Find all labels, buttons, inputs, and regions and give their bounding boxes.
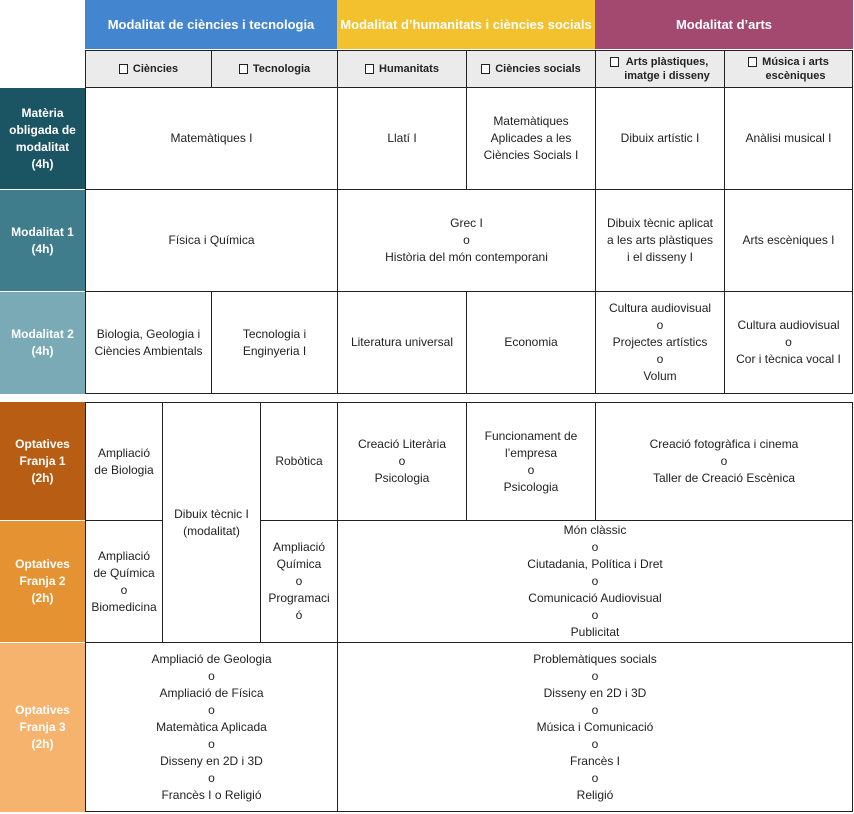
subject-ciencies-socials[interactable] <box>466 50 595 88</box>
cell-mandatory-socials: Matemàtiques Aplicades a les Ciències Socials I <box>466 88 595 190</box>
cell-optional1-socials: Funcionament de l’empresa o Psicologia <box>466 402 595 521</box>
cell-optional2-ampliacio: Ampliació Química o Programaci ó <box>260 521 337 643</box>
subject-label: Ciències <box>132 63 179 75</box>
cell-modality2-humanitats: Literatura universal <box>337 292 466 394</box>
row-header-modality2: Modalitat 2 (4h) <box>0 292 85 394</box>
row-header-optional2: Optatives Franja 2 (2h) <box>0 521 85 642</box>
cell-optional3-rest: Problemàtiques socials o Disseny en 2D i 3D o Música i Comunicació o Francès I o Religió <box>337 643 853 812</box>
cell-optional1-humanitats: Creació Literària o Psicologia <box>337 402 466 521</box>
cell-mandatory-humanitats: Llatí I <box>337 88 466 190</box>
subject-ciencies[interactable] <box>85 50 211 88</box>
cell-modality1-arts-plastiques: Dibuix tècnic aplicat a les arts plàstiques i el disseny I <box>595 190 724 292</box>
header-arts: Modalitat d’arts <box>595 0 853 49</box>
checkbox-icon[interactable] <box>610 57 619 67</box>
row-header-optional1: Optatives Franja 1 (2h) <box>0 402 85 520</box>
checkbox-icon[interactable] <box>748 57 757 67</box>
subject-label: Ciències socials <box>495 63 581 75</box>
subject-musica[interactable] <box>724 50 853 88</box>
cell-modality2-musica: Cultura audiovisual o Cor i tècnica vocal I <box>724 292 853 394</box>
cell-mandatory-arts-plastiques: Dibuix artístic I <box>595 88 724 190</box>
subject-label: Humanitats <box>379 63 439 75</box>
cell-modality1-science: Física i Química <box>85 190 337 292</box>
cell-optional1-robotica: Robòtica <box>260 402 337 521</box>
cell-optional12-dibuix: Dibuix tècnic I (modalitat) <box>162 402 260 643</box>
subject-label: Música i arts escèniques <box>762 56 829 82</box>
subject-label: Tecnologia <box>252 63 311 75</box>
checkbox-icon[interactable] <box>119 64 128 74</box>
header-science: Modalitat de ciències i tecnologia <box>85 0 337 49</box>
cell-modality1-musica: Arts escèniques I <box>724 190 853 292</box>
cell-mandatory-science: Matemàtiques I <box>85 88 337 190</box>
subject-tecnologia[interactable] <box>211 50 337 88</box>
cell-optional1-arts: Creació fotogràfica i cinema o Taller de Creació Escènica <box>595 402 853 521</box>
row-header-modality1: Modalitat 1 (4h) <box>0 190 85 291</box>
cell-optional1-biologia: Ampliació de Biologia <box>85 402 162 521</box>
subject-humanitats[interactable] <box>337 50 466 88</box>
cell-optional3-science: Ampliació de Geologia o Ampliació de Física o Matemàtica Aplicada o Disseny en 2D i 3D o Francès I o Religió <box>85 643 337 812</box>
cell-modality2-ciencies: Biologia, Geologia i Ciències Ambientals <box>85 292 211 394</box>
checkbox-icon[interactable] <box>239 64 248 74</box>
header-humanities: Modalitat d’humanitats i ciències socials <box>337 0 595 49</box>
cell-modality2-arts-plastiques: Cultura audiovisual o Projectes artístics o Volum <box>595 292 724 394</box>
cell-optional2-rest: Món clàssic o Ciutadania, Política i Dret o Comunicació Audiovisual o Publicitat <box>337 521 853 643</box>
subject-arts-plastiques[interactable] <box>595 50 724 88</box>
cell-modality1-humanities: Grec I o Història del món contemporani <box>337 190 595 292</box>
cell-optional2-quimica: Ampliació de Química o Biomedicina <box>85 521 162 643</box>
row-header-optional3: Optatives Franja 3 (2h) <box>0 643 85 812</box>
checkbox-icon[interactable] <box>481 64 490 74</box>
cell-mandatory-musica: Anàlisi musical I <box>724 88 853 190</box>
checkbox-icon[interactable] <box>365 64 374 74</box>
row-header-mandatory: Matèria obligada de modalitat (4h) <box>0 88 85 189</box>
cell-modality2-tecnologia: Tecnologia i Enginyeria I <box>211 292 337 394</box>
cell-modality2-socials: Economia <box>466 292 595 394</box>
subject-label: Arts plàstiques, imatge i disseny <box>624 56 710 82</box>
